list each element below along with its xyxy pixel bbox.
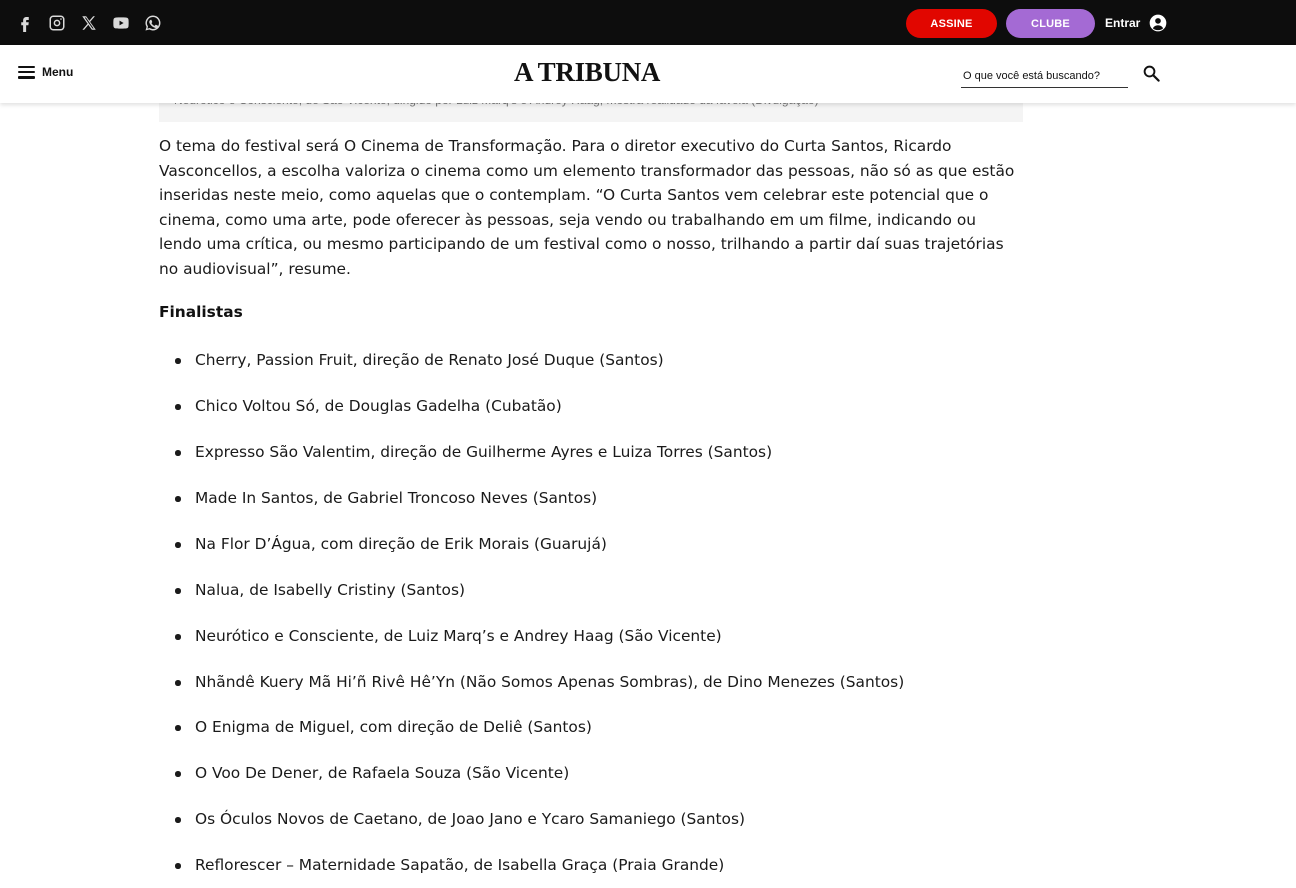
bullet bbox=[175, 680, 181, 686]
bullet bbox=[175, 771, 181, 777]
list-item-text: Made In Santos, de Gabriel Troncoso Neves (Santos) bbox=[195, 489, 598, 507]
bullet bbox=[175, 588, 181, 594]
entrar-label: Entrar bbox=[1105, 16, 1141, 30]
user-account-icon bbox=[1148, 13, 1168, 33]
list-item-text: O Voo De Dener, de Rafaela Souza (São Vicente) bbox=[195, 764, 570, 782]
top-bar bbox=[0, 0, 1296, 45]
instagram-icon[interactable] bbox=[46, 12, 68, 34]
bullet bbox=[175, 634, 181, 640]
finalists-heading: Finalistas bbox=[159, 303, 243, 321]
article-paragraph: O tema do festival será O Cinema de Transformação. Para o diretor executivo do Curta Santos, Ricardo Vasconcellos, a escolha valoriza o cinema como um elemento transformador das pessoas, não só as que estão inseridas neste meio, como aquelas que o contemplam. “O Curta Santos vem celebrar este potencial que o cinema, como uma arte, pode oferecer às pessoas, seja vendo ou trabalhando em um filme, indicando ou lendo uma crítica, ou mesmo participando de um festival como o nosso, trilhando a partir daí suas trajetórias no audiovisual”, resume. bbox=[159, 137, 1015, 278]
site-logo[interactable]: A TRIBUNA bbox=[514, 57, 661, 87]
search-icon bbox=[1142, 64, 1161, 83]
assine-button[interactable]: ASSINE bbox=[906, 9, 997, 38]
list-item-text: Os Óculos Novos de Caetano, de Joao Jano e Ycaro Samaniego (Santos) bbox=[195, 810, 745, 828]
article-body bbox=[159, 134, 1019, 281]
bullet bbox=[175, 817, 181, 823]
list-item-text: Cherry, Passion Fruit, direção de Renato José Duque (Santos) bbox=[195, 351, 664, 369]
social-links bbox=[14, 12, 164, 34]
clube-button[interactable]: CLUBE bbox=[1006, 9, 1095, 38]
bullet bbox=[175, 725, 181, 731]
whatsapp-icon[interactable] bbox=[142, 12, 164, 34]
facebook-icon[interactable] bbox=[14, 12, 36, 34]
list-item-text: O Enigma de Miguel, com direção de Deliê (Santos) bbox=[195, 718, 592, 736]
list-item-text: Nalua, de Isabelly Cristiny (Santos) bbox=[195, 581, 465, 599]
menu-button[interactable] bbox=[18, 65, 73, 79]
bullet bbox=[175, 496, 181, 502]
bullet bbox=[175, 542, 181, 548]
bullet bbox=[175, 863, 181, 869]
list-item-text: Chico Voltou Só, de Douglas Gadelha (Cubatão) bbox=[195, 397, 562, 415]
menu-label: Menu bbox=[42, 65, 74, 79]
list-item-text: Expresso São Valentim, direção de Guilherme Ayres e Luiza Torres (Santos) bbox=[195, 443, 773, 461]
list-item-text: Na Flor D’Água, com direção de Erik Morais (Guarujá) bbox=[195, 535, 607, 553]
search-button[interactable] bbox=[1142, 64, 1162, 84]
list-item-text: Nhãndê Kuery Mã Hi’ñ Rivê Hê’Yn (Não Somos Apenas Sombras), de Dino Menezes (Santos) bbox=[195, 673, 905, 691]
search-input[interactable] bbox=[961, 65, 1128, 87]
list-item-text: Reflorescer – Maternidade Sapatão, de Isabella Graça (Praia Grande) bbox=[195, 856, 725, 874]
list-item-text: Neurótico e Consciente, de Luiz Marq’s e Andrey Haag (São Vicente) bbox=[195, 627, 722, 645]
youtube-icon[interactable] bbox=[110, 12, 132, 34]
bullet bbox=[175, 404, 181, 410]
bullet bbox=[175, 358, 181, 364]
bullet bbox=[175, 450, 181, 456]
entrar-link[interactable] bbox=[1105, 12, 1168, 34]
x-icon[interactable] bbox=[78, 12, 100, 34]
hamburger-icon bbox=[18, 66, 35, 79]
search-field bbox=[961, 65, 1128, 88]
site-header bbox=[0, 45, 1296, 103]
